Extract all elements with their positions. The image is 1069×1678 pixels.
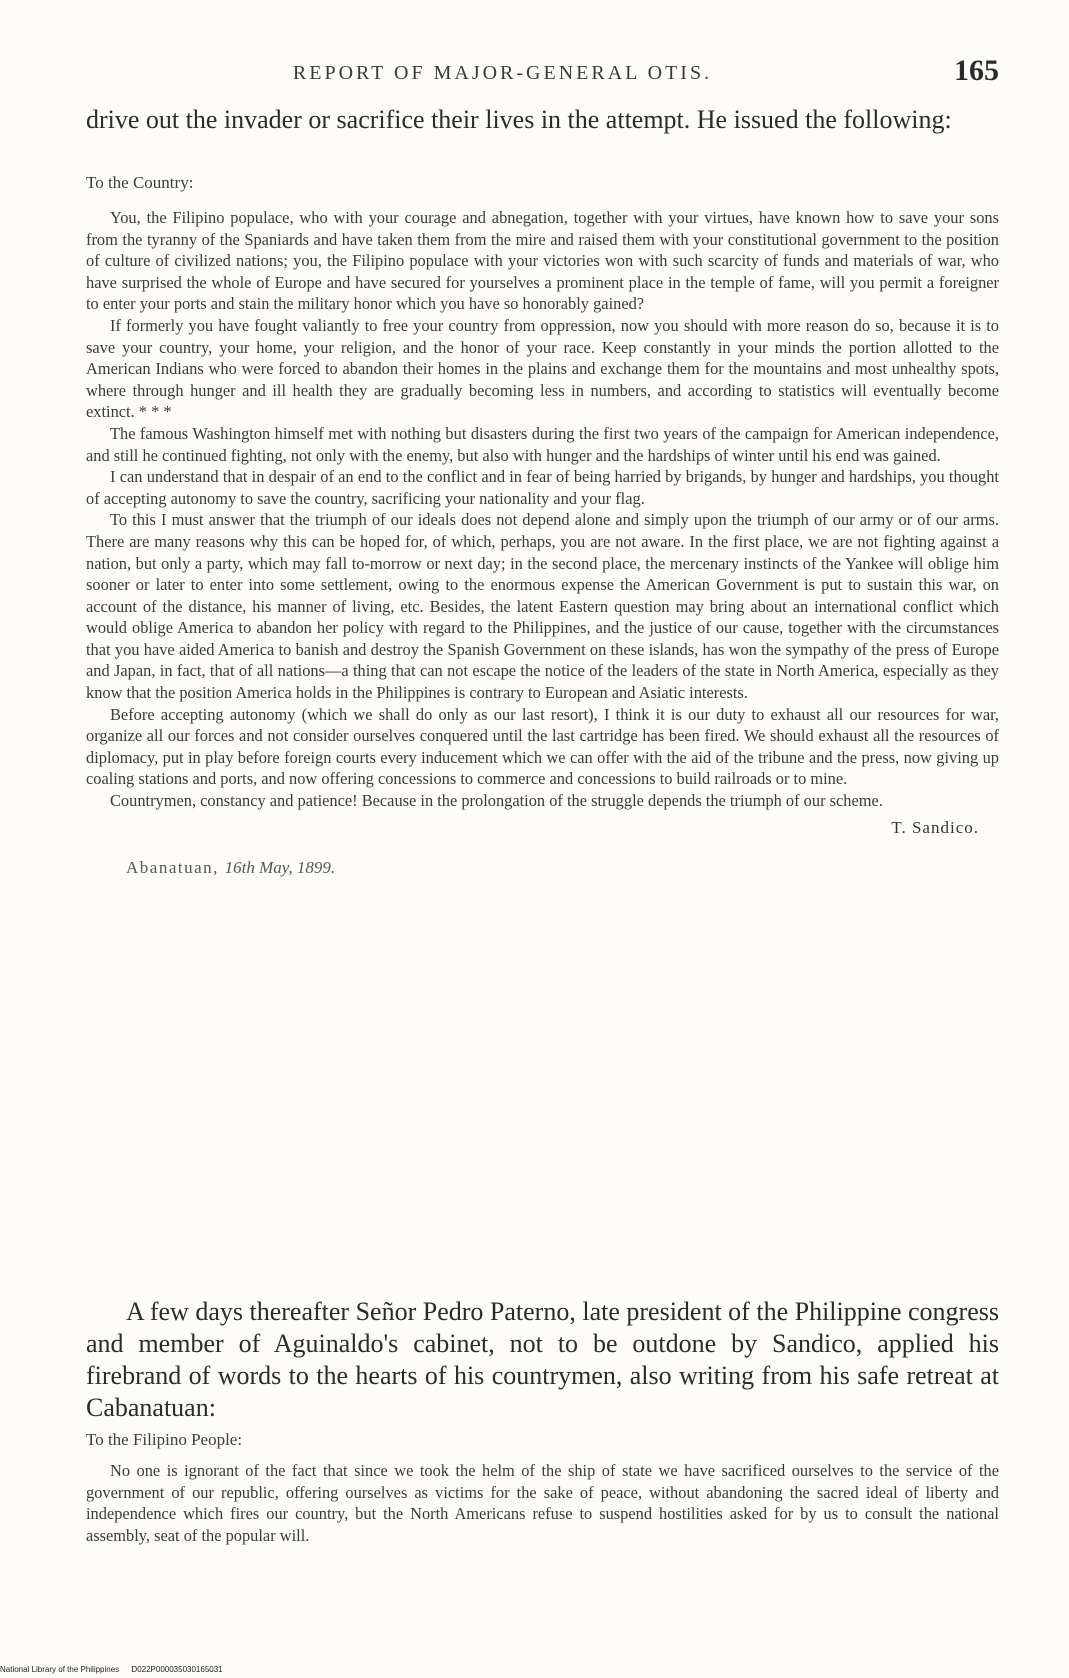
letter1-signature: T. Sandico. — [891, 817, 979, 837]
letter1-paragraph: If formerly you have fought valiantly to free your country from oppression, now you should with more reason do so, because it is to save your country, your home, your religion, and the honor of your race. Keep constantly in your minds the portion allotted to the American Indians who were forced to abandon their homes in the plains and exchange them for the mountains and most unhealthy spots, where through hunger and ill health they are gradually becoming less in numbers, and according to statistics will eventually become extinct. * * * — [86, 315, 999, 422]
footer-library: National Library of the Philippines — [0, 1665, 120, 1674]
letter1-paragraph: Before accepting autonomy (which we shall do only as our last resort), I think it is our duty to exhaust all our resources for war, organize all our forces and not consider ourselves conquered until the last cartridge has been fired. We should exhaust all the resources of diplomacy, put in play before foreign courts every inducement which we can offer with the aid of the tribune and the press, now giving up coaling stations and ports, and now offering concessions to commerce and concessions to build railroads or to mine. — [86, 704, 999, 789]
transition-text: A few days thereafter Señor Pedro Paterno, late president of the Philippine congress and member of Aguinaldo's cabinet, not to be outdone by Sandico, applied his firebrand of words to the hearts of his countrymen, also writing from his safe retreat at Cabanatuan: — [86, 1297, 999, 1422]
dateline-date: 16th May, 1899. — [224, 857, 336, 877]
letter-to-the-filipino-people — [86, 1430, 999, 1546]
dateline-place: Abanatuan, — [126, 857, 219, 877]
letter1-salutation: To the Country: — [86, 173, 194, 192]
running-head: REPORT OF MAJOR-GENERAL OTIS. — [292, 62, 713, 84]
letter2-body — [86, 1460, 999, 1546]
transition-paragraph — [86, 1296, 999, 1424]
letter1-paragraph: The famous Washington himself met with nothing but disasters during the first two years of the campaign for American independence, and still he continued fighting, not only with the enemy, but also with hunger and the hardships of winter until his end was gained. — [86, 423, 999, 465]
intro-paragraph — [86, 104, 999, 136]
letter1-paragraph: You, the Filipino populace, who with your courage and abnegation, together with your virtues, have known how to save your sons from the tyranny of the Spaniards and have taken them from the mire and raised them with your constitutional government to the position of culture of civilized nations; you, the Filipino populace with your victories won with such scarcity of funds and materials of war, who have surprised the whole of Europe and have secured for yourselves a prominent place in the temple of fame, will you permit a foreigner to enter your ports and stain the military honor which you have so honorably gained? — [86, 208, 999, 314]
letter1-dateline — [126, 858, 999, 878]
footer-identifier: D022P000035030165031 — [131, 1665, 223, 1674]
letter-to-the-country — [86, 173, 999, 878]
letter1-paragraph: Countrymen, constancy and patience! Because in the prolongation of the struggle depends the triumph of our scheme. — [110, 791, 883, 811]
letter2-paragraph: No one is ignorant of the fact that since we took the helm of the ship of state we have sacrificed ourselves to the service of the government of our republic, offering ourselves as victims for the sake of peace, without abandoning the sacred ideal of liberty and independence which fires our country, but the North Americans refuse to suspend hostilities asked for by us to consult the national assembly, seat of the popular will. — [86, 1461, 999, 1545]
scan-footer — [0, 1665, 233, 1674]
letter1-paragraph: To this I must answer that the triumph of our ideals does not depend alone and simply upon the triumph of our army or of our arms. There are many reasons why this can be hoped for, of which, perhaps, you are not aware. In the first place, we are not fighting against a nation, but only a party, which may fall to-morrow or next day; in the second place, the mercenary instincts of the Yankee will oblige him sooner or later to enter into some settlement, owing to the enormous expense the American Government is put to sustain this war, on account of the distance, his manner of living, etc. Besides, the latent Eastern question may bring about an international conflict which would oblige America to abandon her policy with regard to the Philippines, and the justice of our cause, together with the circumstances that you have aided America to banish and destroy the Spanish Government on these islands, has won the sympathy of the press of Europe and Japan, in fact, that of all nations—a thing that can not escape the notice of the leaders of the state in North America, especially as they know that the position America holds in the Philippines is contrary to European and Asiatic interests. — [86, 510, 999, 703]
letter1-paragraph: I can understand that in despair of an end to the conflict and in fear of being harried by brigands, by hunger and hardships, you thought of accepting autonomy to save the country, sacrificing your nationality and your flag. — [86, 467, 999, 508]
page-number: 165 — [954, 54, 999, 87]
letter1-body — [86, 207, 999, 812]
page-header — [86, 52, 999, 92]
letter2-salutation: To the Filipino People: — [86, 1430, 243, 1449]
intro-text: drive out the invader or sacrifice their lives in the attempt. He issued the following: — [86, 105, 952, 134]
